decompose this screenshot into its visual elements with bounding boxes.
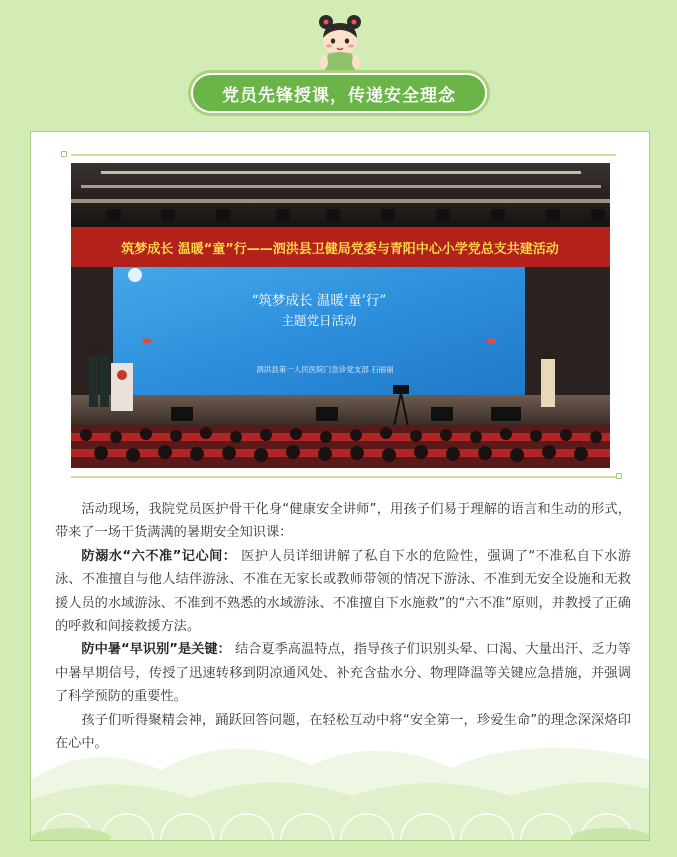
paragraph-conclusion: 孩子们听得聚精会神，踊跃回答问题，在轻松互动中将“安全第一，珍爱生命”的理念深深烙印在心中。 [55,712,631,752]
frame-corner-dot [61,151,67,157]
logo-icon [128,268,142,282]
event-photo [71,163,610,468]
frame-corner-dot [616,473,622,479]
banner-text: 筑梦成长 温暖“童”行——泗洪县卫健局党委与青阳中心小学党总支共建活动 [121,242,559,257]
paragraph-intro: 活动现场，我院党员医护骨干化身“健康安全讲师”，用孩子们易于理解的语言和生动的形式，带来了一场干货满满的暑期安全知识课： [55,502,631,541]
girl-mascot-icon [310,12,370,78]
paragraph-drowning [55,545,631,639]
screen-title-2: 主题党日活动 [281,313,357,328]
auditorium-scene [71,163,610,468]
content-card [30,131,650,841]
title-banner [188,70,490,116]
paragraph-heatstroke [55,638,631,708]
frame-bottom-line [71,476,616,478]
heatstroke-heading: 防中暑“早识别”是关键： [81,642,231,658]
screen-subtitle: 泗洪县第一人民医院门急诊党支部 石丽丽 [256,365,394,374]
screen-title-1: “筑梦成长 温暖‘童’行” [251,293,387,309]
hills-decoration [31,720,650,840]
heatstroke-text: 结合夏季高温特点，指导孩子们识别头晕、口渴、大量出汗、乏力等中暑早期信号，传授了迅速转移到阴凉通风处、补充含盐水分、物理降温等关键应急措施，并强调了科学预防的重要性。 [55,642,631,705]
frame-top-line [71,154,616,156]
article-body [55,498,631,755]
drowning-text: 医护人员详细讲解了私自下水的危险性，强调了“不准私自下水游泳、不准擅自与他人结伴游泳、不准在无家长或教师带领的情况下游泳、不准到无安全设施和无救援人员的水域游泳、不准到不熟悉的水域游泳、不准擅自下水施救”的“六不准”原则，并教授了正确的呼救和间接救援方法。 [55,548,631,635]
section-title: 党员先锋授课，传递安全理念 [191,73,487,113]
drowning-heading: 防溺水“六不准”记心间： [81,548,237,564]
